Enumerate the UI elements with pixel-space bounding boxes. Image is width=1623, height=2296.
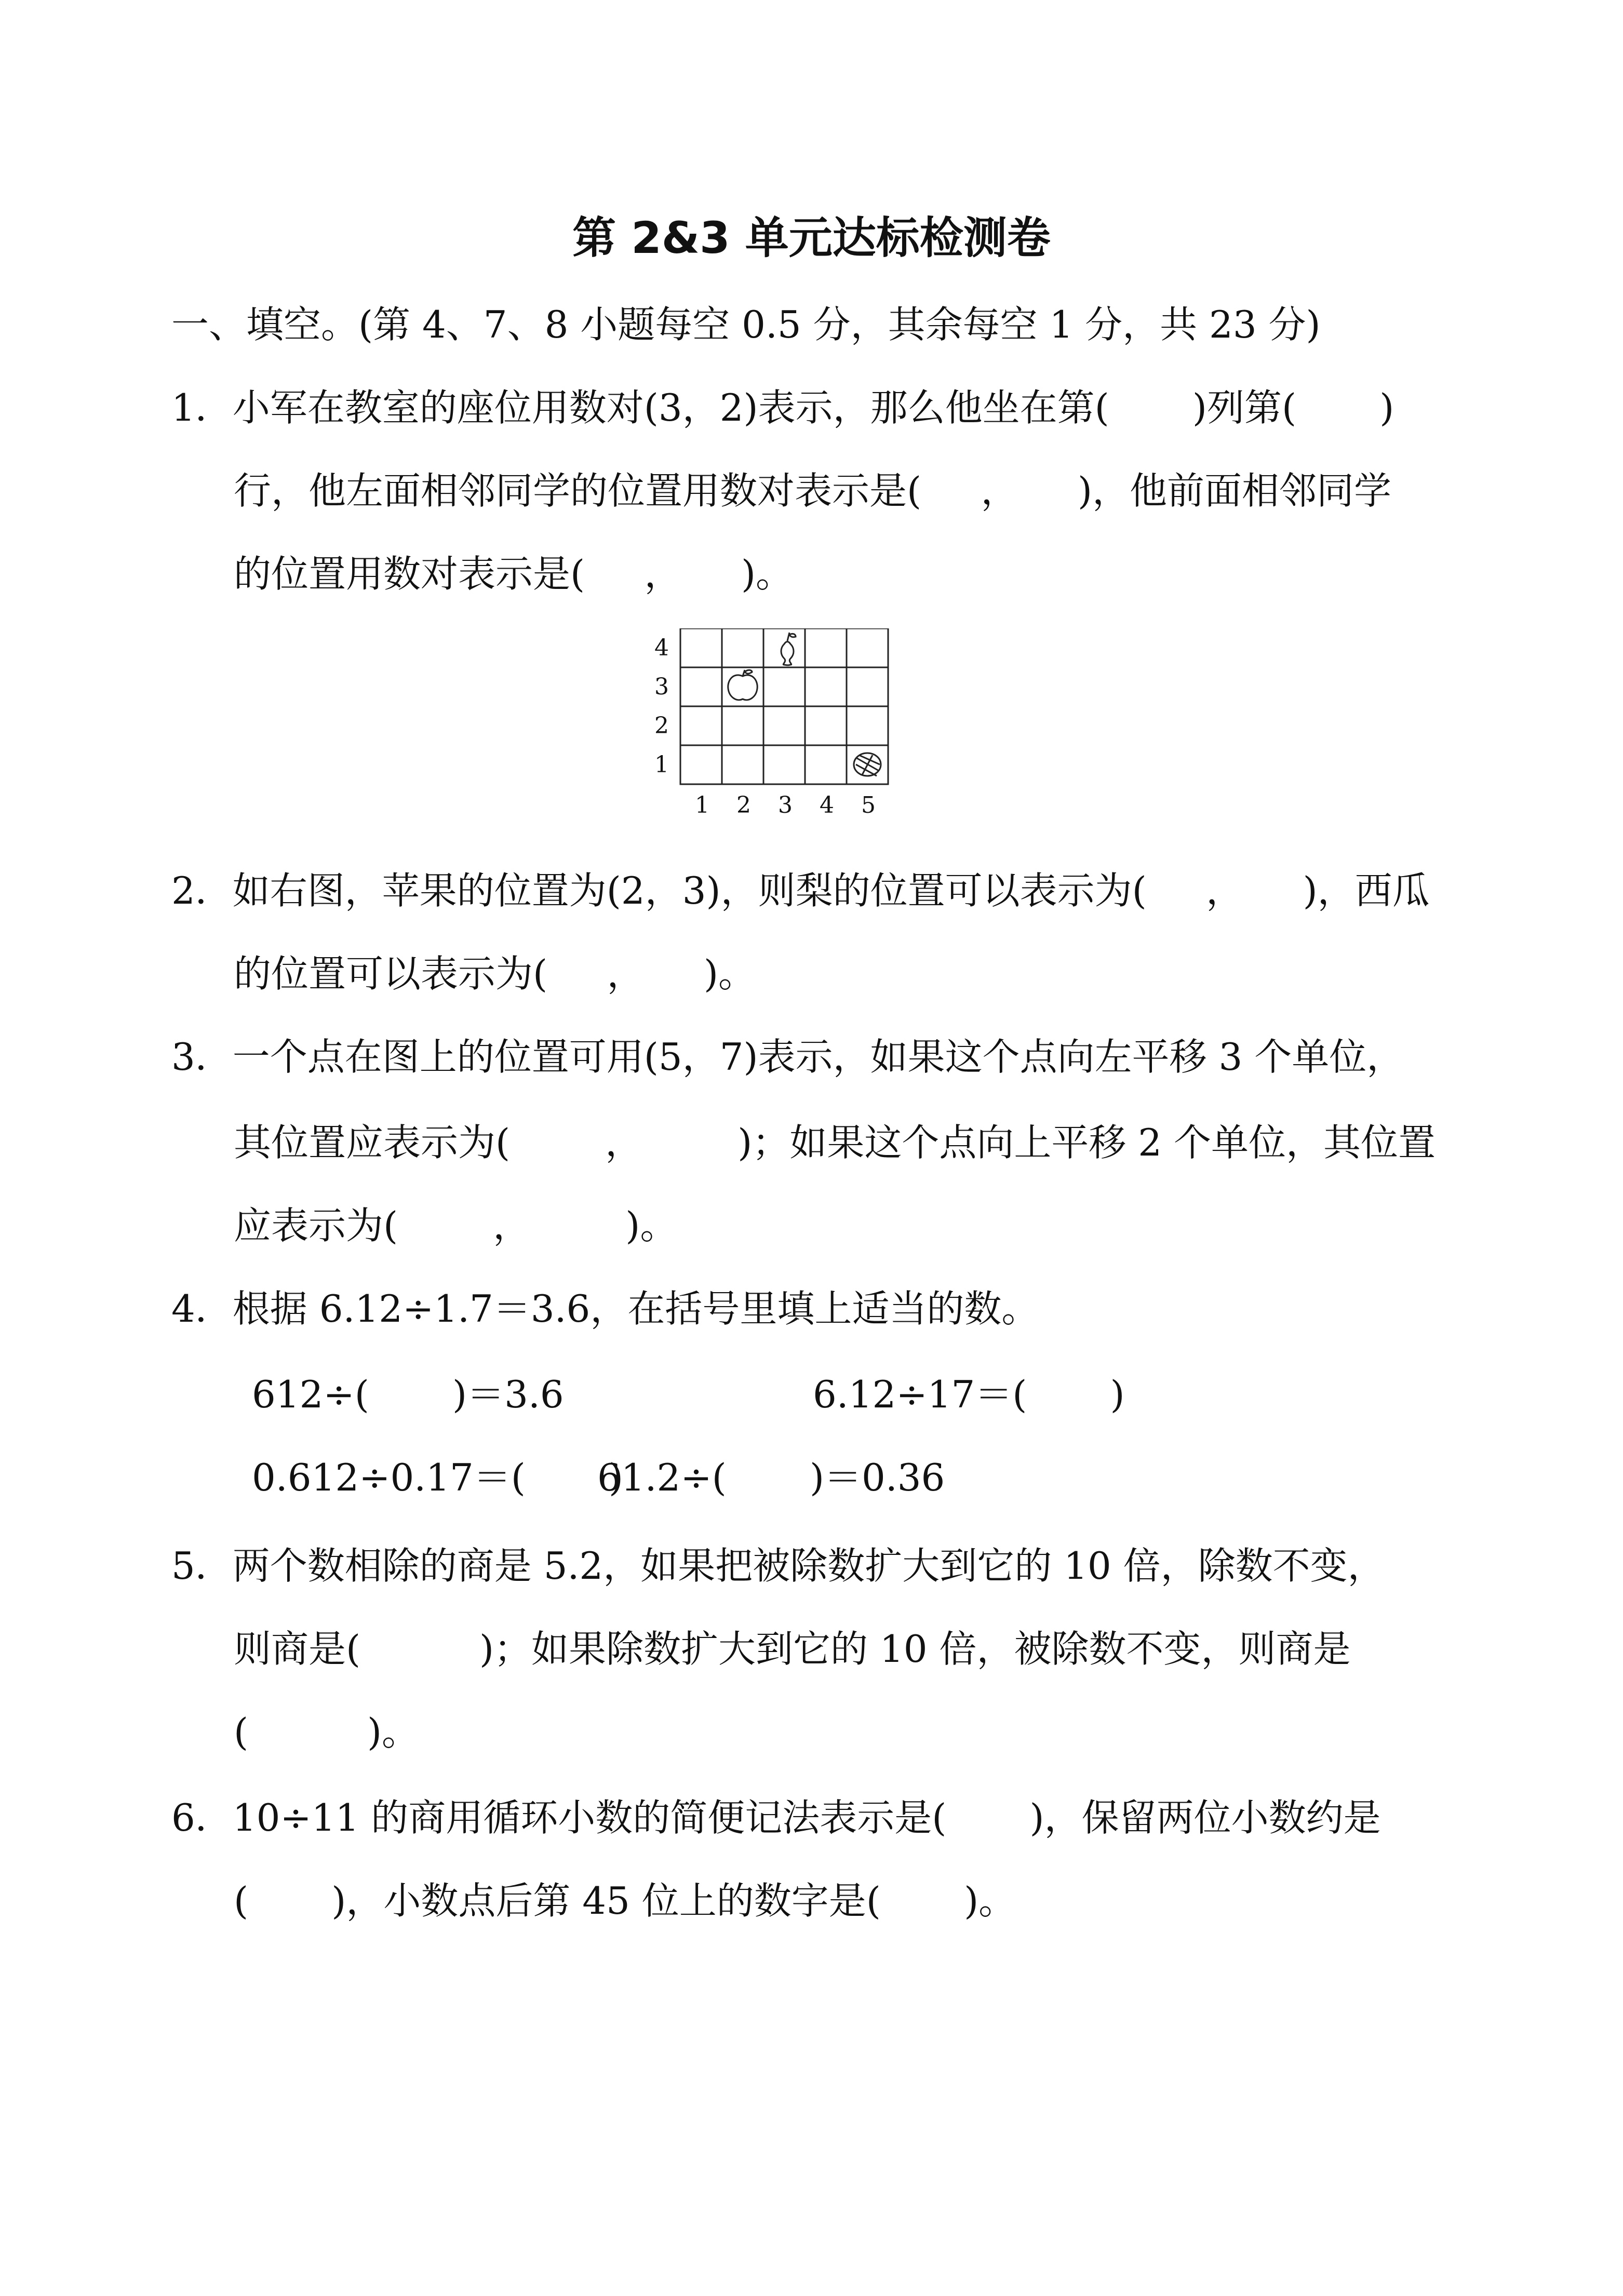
col-label: 4 — [820, 792, 834, 818]
pear-icon — [781, 633, 796, 665]
question-3-line-3: 应表示为( ， )。 — [234, 1204, 678, 1247]
question-1-line-2: 行，他左面相邻同学的位置用数对表示是( ， )，他前面相邻同学 — [234, 469, 1392, 513]
section-heading: 一、填空。(第 4、7、8 小题每空 0.5 分，其余每空 1 分，共 23 分) — [171, 303, 1321, 346]
col-label: 3 — [778, 792, 793, 818]
question-4-item-d: 61.2÷( )＝0.36 — [597, 1456, 945, 1499]
question-3-line-2: 其位置应表示为( ， )；如果这个点向上平移 2 个单位，其位置 — [234, 1121, 1436, 1164]
question-2-line-2: 的位置可以表示为( ， )。 — [234, 952, 756, 996]
question-4-line-1: 4．根据 6.12÷1.7＝3.6，在括号里填上适当的数。 — [171, 1287, 1039, 1331]
question-4-item-b: 6.12÷17＝( ) — [813, 1373, 1125, 1416]
grid-svg — [644, 628, 914, 826]
question-6-line-1: 6．10÷11 的商用循环小数的简便记法表示是( )，保留两位小数约是 — [171, 1796, 1381, 1840]
question-2-line-1: 2．如右图，苹果的位置为(2，3)，则梨的位置可以表示为( ， )，西瓜 — [171, 869, 1430, 912]
row-label: 3 — [654, 674, 669, 700]
question-6-line-2: ( )，小数点后第 45 位上的数字是( )。 — [234, 1879, 1016, 1923]
apple-icon — [728, 670, 757, 700]
col-label: 5 — [861, 792, 876, 818]
question-4-item-c: 0.612÷0.17＝( ) — [252, 1456, 624, 1499]
question-5-line-2: 则商是( )；如果除数扩大到它的 10 倍，被除数不变，则商是 — [234, 1627, 1351, 1671]
watermelon-icon — [854, 753, 881, 776]
question-1-line-1: 1．小军在教室的座位用数对(3，2)表示，那么他坐在第( )列第( ) — [171, 386, 1394, 429]
row-label: 4 — [654, 635, 669, 661]
question-5-line-1: 5．两个数相除的商是 5.2，如果把被除数扩大到它的 10 倍，除数不变， — [171, 1544, 1385, 1588]
question-3-line-1: 3．一个点在图上的位置可用(5，7)表示，如果这个点向左平移 3 个单位， — [171, 1035, 1404, 1079]
col-label: 1 — [695, 792, 709, 818]
col-label: 2 — [736, 792, 751, 818]
row-label: 2 — [654, 713, 669, 739]
question-4-item-a: 612÷( )＝3.6 — [252, 1373, 564, 1416]
page-title: 第 2&3 单元达标检测卷 — [572, 212, 1051, 263]
coordinate-grid — [644, 628, 914, 828]
row-label: 1 — [654, 751, 669, 778]
question-1-line-3: 的位置用数对表示是( ， )。 — [234, 552, 794, 596]
question-5-line-3: ( )。 — [234, 1710, 420, 1754]
